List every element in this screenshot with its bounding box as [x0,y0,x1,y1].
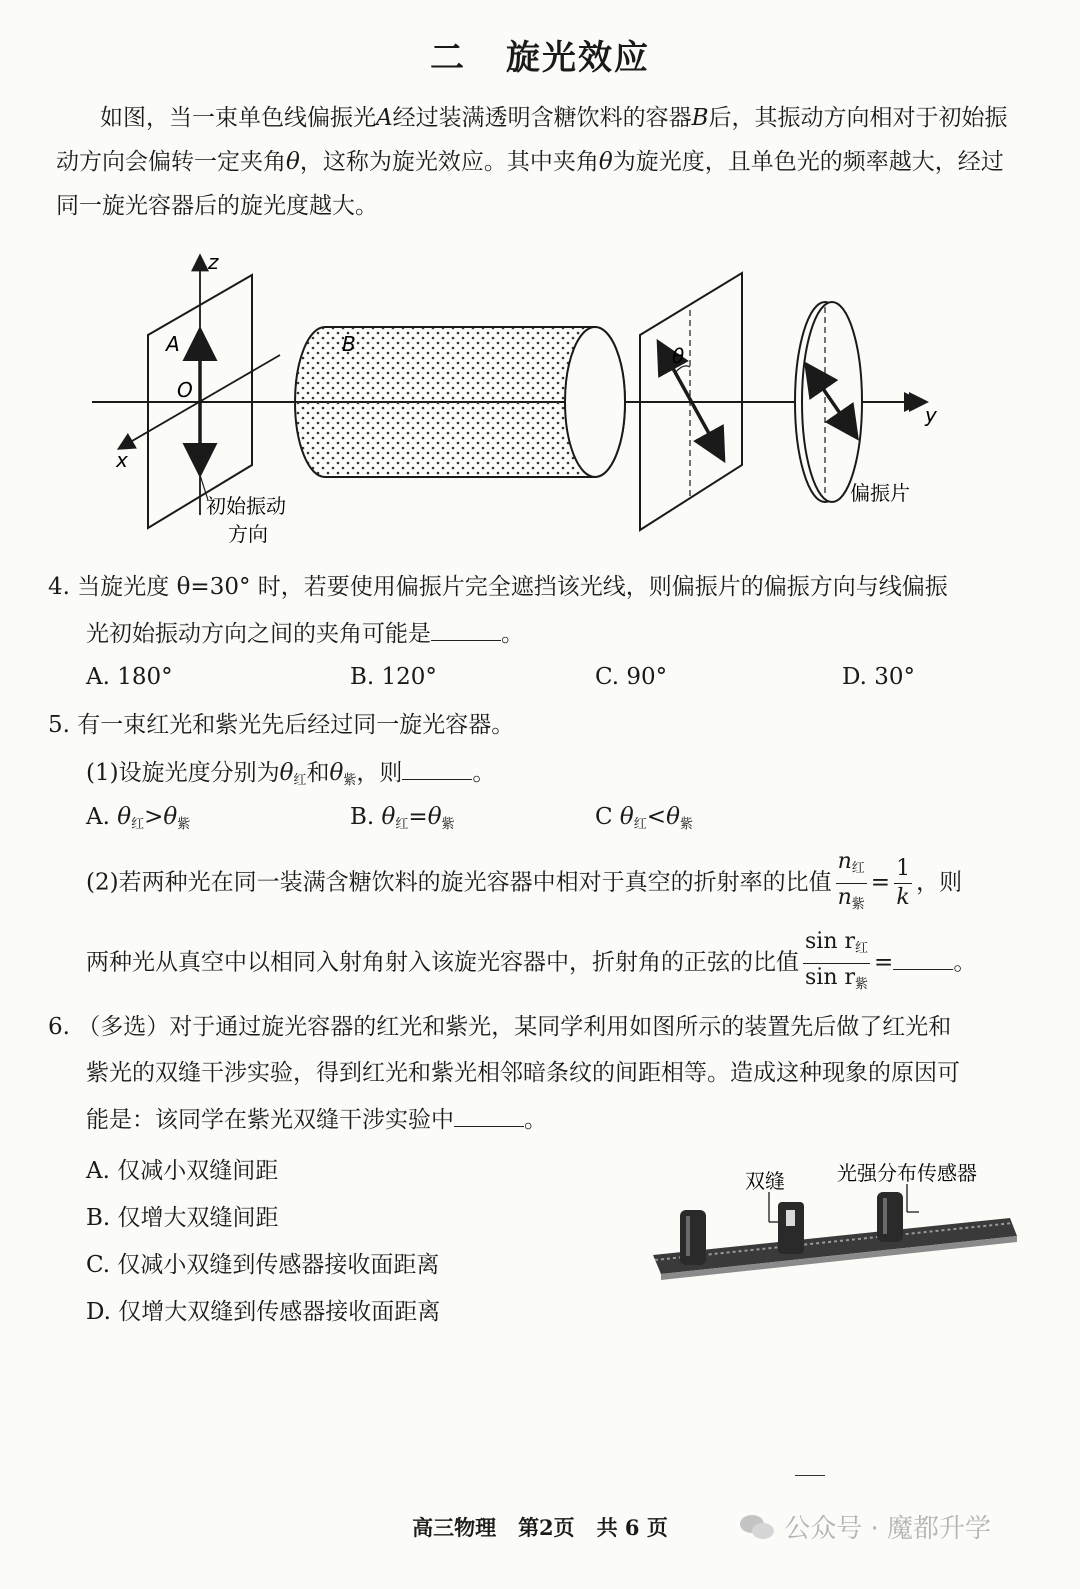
theta-symbol: θ [163,804,178,830]
theta-symbol: θ [117,804,132,830]
op-gt: > [144,804,164,830]
q5-option-a [86,804,190,832]
wechat-icon [740,1513,776,1541]
optical-rotation-diagram [80,245,960,565]
opt-letter: C [595,804,613,830]
q5-number: 5. [48,712,70,738]
intro-text: 后，其振动方向相对于初始振动方向会偏转一定夹角 [56,105,1008,175]
sin-r: sin r [805,929,856,954]
page-mark [795,1475,825,1476]
q6-text: （多选）对于通过旋光容器的红光和紫光，某同学利用如图所示的装置先后做了红光和 [77,1014,952,1040]
sub-purple: 紫 [855,977,869,992]
sub-red: 红 [633,817,647,832]
q6-option-a: A. 仅减小双缝间距 [86,1158,279,1184]
footer-subject: 高三物理 [412,1515,497,1540]
label-initial-2: 方向 [228,522,268,546]
double-slit-holder [778,1202,804,1254]
sub-red: 红 [395,817,409,832]
label-x: x [116,448,128,472]
q5-p2-answer-blank [893,947,953,970]
q4-option-b: B. 120° [350,664,437,690]
q5-p1-answer-blank [402,757,472,780]
watermark-text: 公众号 · 魔都升学 [784,1514,992,1544]
q6-option-b: B. 仅增大双缝间距 [86,1205,279,1231]
q5-option-c [595,804,693,832]
q5-p2-then: ，则 [916,869,963,896]
op-lt: < [646,804,667,830]
q6-line1 [48,1012,951,1042]
q6-answer-blank [454,1104,524,1127]
q4-end: 。 [501,621,524,647]
op-eq: = [408,804,428,830]
q4-line1 [48,572,948,602]
q6-number: 6. [48,1014,70,1040]
intro-text: 为旋光度，且单色光的频率越大，经过同一旋光容器后的旋光度越大。 [56,149,1004,219]
theta-symbol: θ [666,804,680,830]
sub-red: 红 [855,941,869,956]
q6-line3 [86,1104,547,1135]
q6-text: 能是：该同学在紫光双缝干涉实验中 [86,1107,454,1133]
opt-letter: B. [350,804,375,830]
sub-purple: 紫 [177,817,191,832]
intro-text: 经过装满透明含糖饮料的容器 [392,105,692,131]
opt-letter: A. [86,804,110,830]
sine-ratio-fraction [803,928,870,999]
label-theta: θ [672,344,685,368]
q5-part2-line1 [86,848,962,919]
q5-part2-line2 [86,928,976,999]
intro-symbol-theta: θ [286,149,300,175]
intro-text: 如图，当一束单色线偏振光 [100,105,376,131]
q4-answer-blank [431,618,501,641]
numerator-one: 1 [894,855,912,884]
sub-red: 红 [293,773,307,788]
q6-option-c: C. 仅减小双缝到传感器接收面距离 [86,1252,440,1278]
sub-purple: 紫 [851,897,865,912]
refractive-ratio-fraction [836,848,867,919]
q6-option-d: D. 仅增大双缝到传感器接收面距离 [86,1299,441,1325]
one-over-k-fraction [894,855,912,912]
label-polarizer: 偏振片 [850,481,910,505]
section-number: 二 [430,38,466,78]
sub-purple: 紫 [679,817,693,832]
q5-p2-text: (2)若两种光在同一装满含糖饮料的旋光容器中相对于真空的折射率的比值 [86,869,832,896]
label-initial-1: 初始振动 [206,494,286,518]
q5-text: 有一束红光和紫光先后经过同一旋光容器。 [77,712,515,738]
label-o: O [177,378,193,402]
q5-end2: 。 [953,949,977,976]
label-sensor: 光强分布传感器 [837,1161,977,1185]
label-a: A [166,332,180,356]
sub-purple: 紫 [441,817,455,832]
q5-and: 和 [306,760,330,786]
q4-option-a: A. 180° [86,664,173,690]
label-y: y [925,403,937,427]
q4-option-d: D. 30° [842,664,916,690]
intro-symbol-a: A [376,105,393,131]
label-z: z [208,250,219,274]
q4-line2 [86,618,524,649]
theta-symbol: θ [329,760,344,786]
theta-symbol: θ [619,804,634,830]
q5-end: 。 [472,760,496,786]
q5-line1 [48,710,514,740]
label-b: B [342,332,356,356]
intro-symbol-b: B [691,105,709,131]
intro-text: ，这称为旋光效应。其中夹角 [299,149,599,175]
q4-text: 当旋光度 θ=30° 时，若要使用偏振片完全遮挡该光线，则偏振片的偏振方向与线偏振 [77,574,948,600]
denominator-k: k [896,885,910,910]
theta-symbol: θ [279,760,294,786]
sub-purple: 紫 [343,773,357,788]
q5-p2-line2-text: 两种光从真空中以相同入射角射入该旋光容器中，折射角的正弦的比值 [86,949,799,976]
footer-page: 第2页 [518,1515,575,1540]
equals-sign: = [874,949,894,976]
theta-symbol: θ [381,804,396,830]
wechat-watermark [740,1508,991,1545]
section-title-text: 旋光效应 [506,38,650,78]
intro-paragraph [56,96,1026,228]
q5-part1 [86,757,495,796]
q4-text: 光初始振动方向之间的夹角可能是 [86,621,431,647]
label-double-slit: 双缝 [745,1169,785,1193]
light-intensity-sensor [877,1192,903,1242]
sin-r: sin r [805,965,856,990]
sub-red: 红 [851,861,865,876]
q6-end: 。 [524,1107,547,1133]
n-symbol: n [837,885,852,910]
double-slit-apparatus-diagram [645,1150,1025,1290]
sub-red: 红 [131,817,145,832]
q4-option-c: C. 90° [595,664,668,690]
theta-symbol: θ [427,804,442,830]
q5-p1-text: (1)设旋光度分别为 [86,760,280,786]
equals-sign: = [870,869,891,896]
section-title [0,30,1080,79]
light-source [680,1210,706,1265]
q6-line2: 紫光的双缝干涉实验，得到红光和紫光相邻暗条纹的间距相等。造成这种现象的原因可 [86,1060,960,1086]
q5-then: ，则 [356,760,403,786]
q4-number: 4. [48,574,70,600]
footer-total: 共 6 页 [596,1515,668,1540]
intro-symbol-theta: θ [598,149,613,175]
n-symbol: n [837,849,852,874]
q5-option-b [350,804,455,832]
